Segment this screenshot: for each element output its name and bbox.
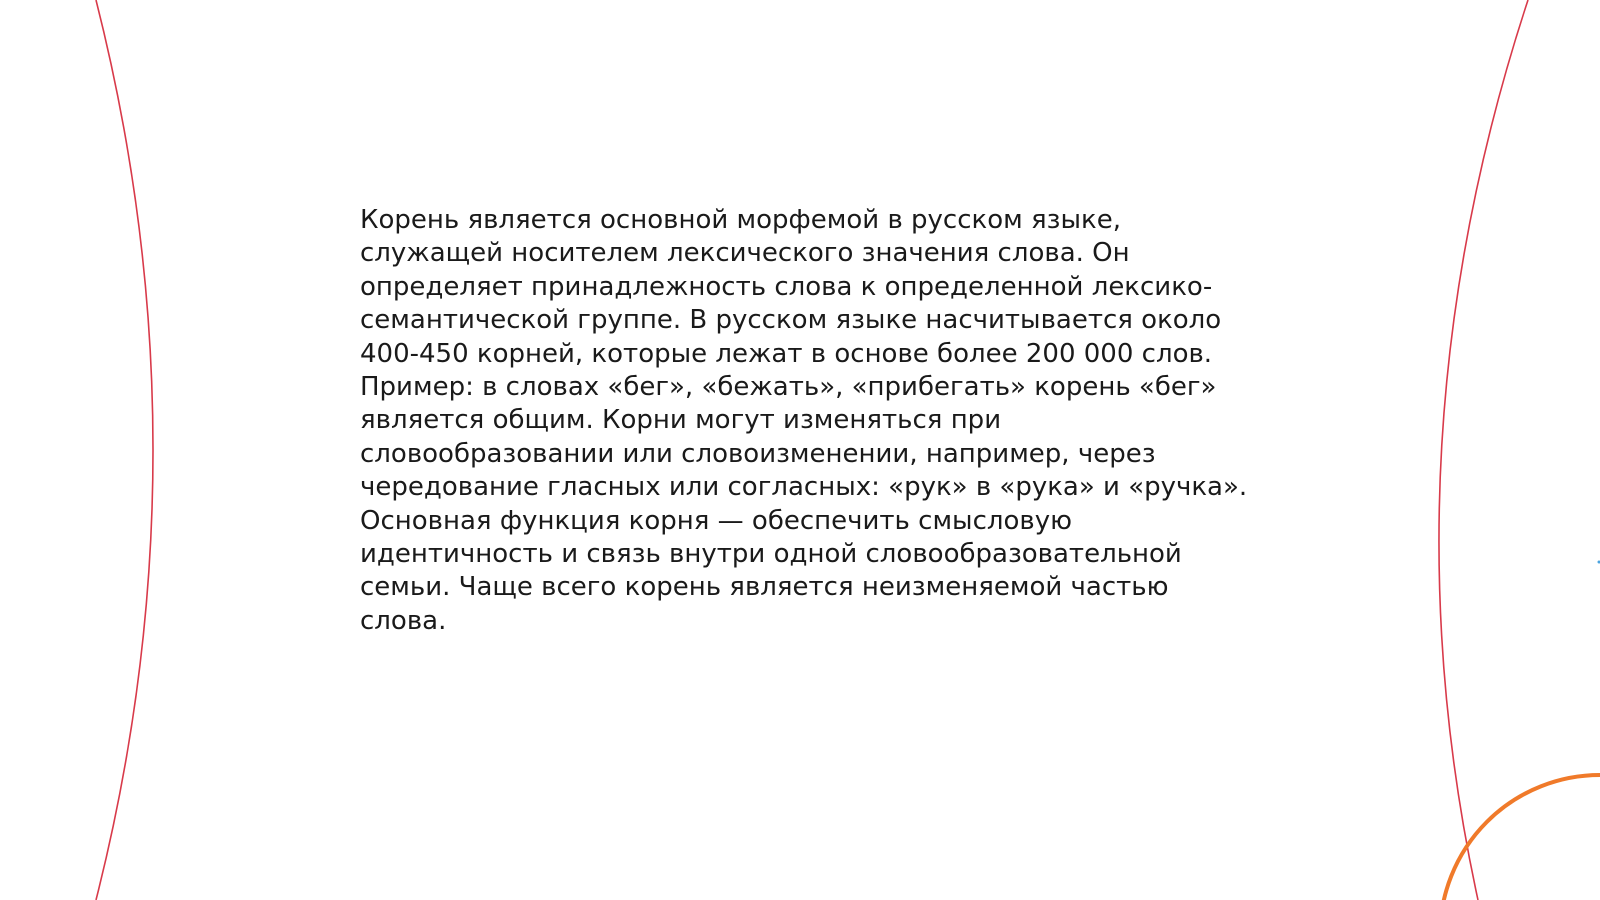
text-line: семантической группе. В русском языке насчитывается около	[360, 305, 1222, 336]
corner-orange-arc	[1440, 775, 1600, 900]
text-line: является общим. Корни могут изменяться при	[360, 405, 1002, 436]
text-line: слова.	[360, 605, 447, 636]
root-description-text	[360, 204, 1248, 638]
text-line: Корень является основной морфемой в русском языке,	[360, 205, 1121, 235]
text-line: Пример: в словах «бег», «бежать», «прибегать» корень «бег»	[360, 372, 1217, 403]
text-line: Основная функция корня — обеспечить смысловую	[360, 505, 1073, 536]
text-line: 400-450 корней, которые лежат в основе более 200 000 слов.	[360, 338, 1213, 369]
text-line: идентичность и связь внутри одной словообразовательной	[360, 539, 1182, 570]
left-curve-line	[96, 0, 153, 900]
text-line: семьи. Чаще всего корень является неизменяемой частью	[360, 572, 1169, 603]
right-curve-line	[1439, 0, 1528, 900]
text-line: определяет принадлежность слова к определенной лексико-	[360, 271, 1213, 302]
text-line: чередование гласных или согласных: «рук» в «рука» и «ручка».	[360, 472, 1248, 503]
text-line: служащей носителем лексического значения слова. Он	[360, 238, 1130, 269]
text-line: словообразовании или словоизменении, например, через	[360, 438, 1156, 469]
